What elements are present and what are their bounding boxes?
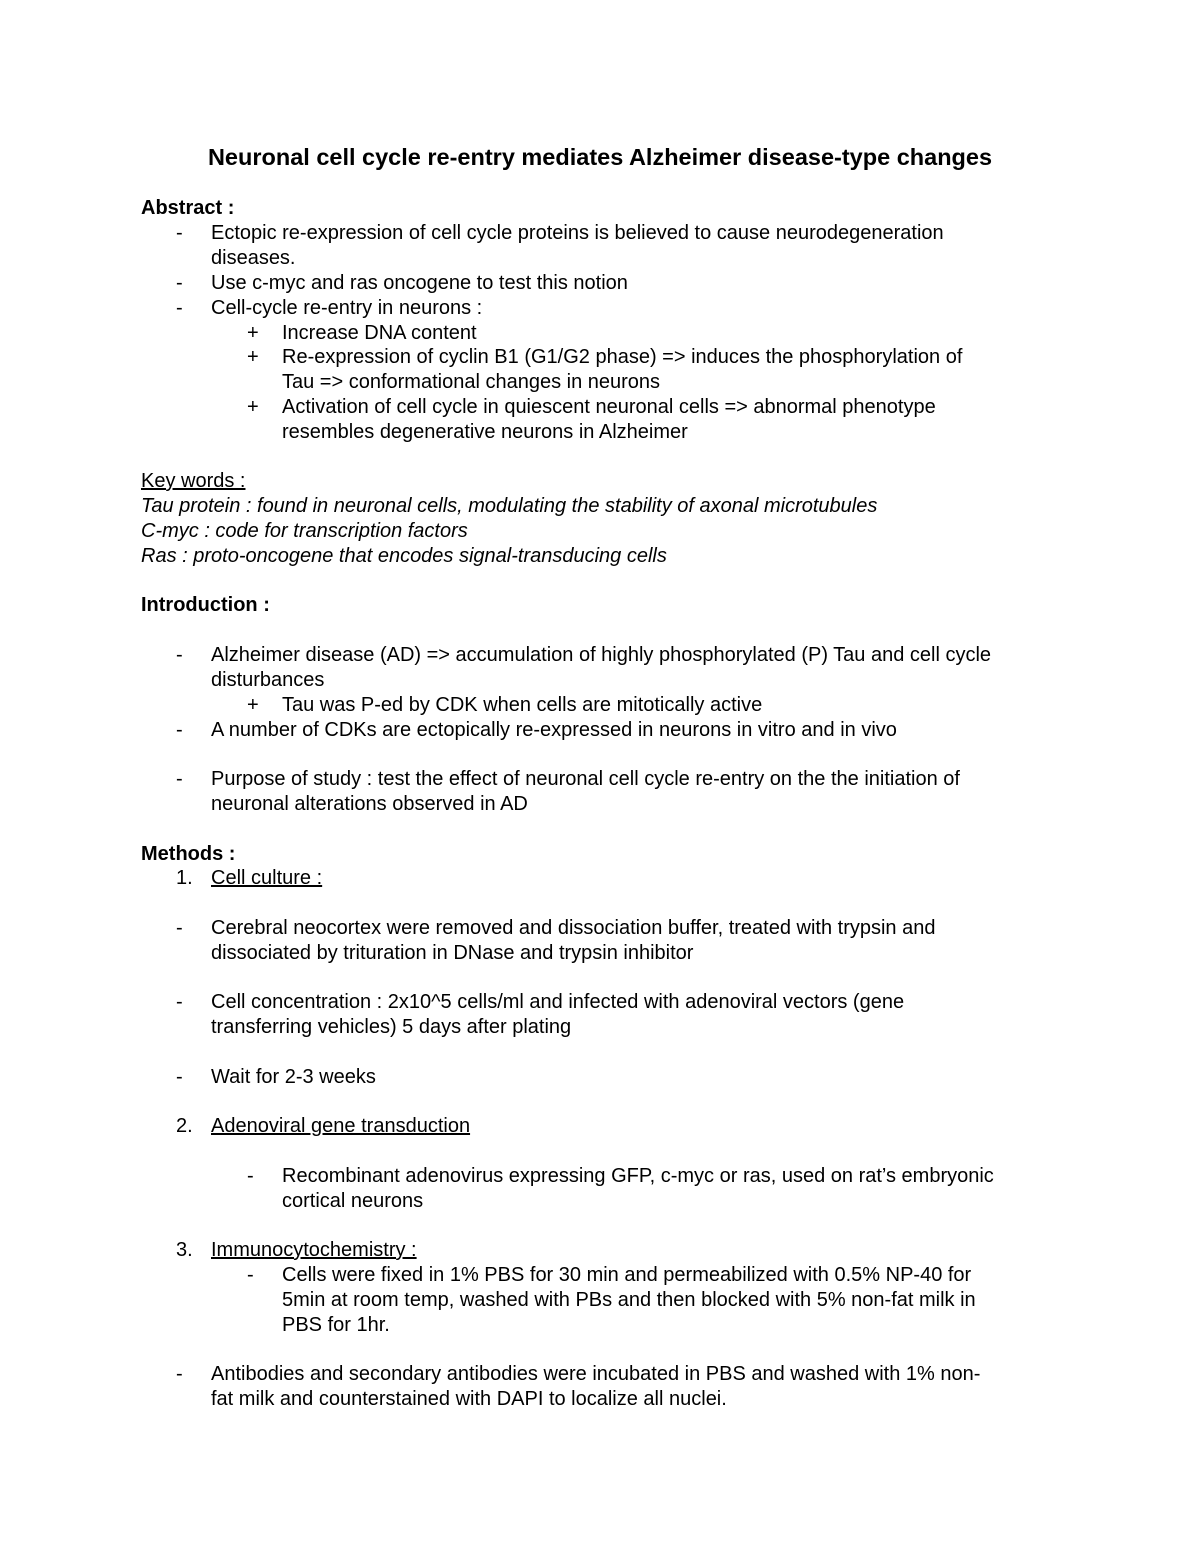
- number-marker: 2.: [176, 1115, 193, 1137]
- abstract-bullet-1-line-1: Ectopic re-expression of cell cycle proteins is believed to cause neurodegeneration: [211, 222, 944, 244]
- intro-bullet-3-line-1: Purpose of study : test the effect of neuronal cell cycle re-entry on the the initiation of: [211, 768, 960, 790]
- methods-culture-bullet-3: Wait for 2-3 weeks: [211, 1066, 376, 1088]
- bullet-dash: -: [247, 1264, 254, 1286]
- methods-antibody-bullet-line-1: Antibodies and secondary antibodies were incubated in PBS and washed with 1% non-: [211, 1363, 981, 1385]
- keyword-c-myc: C-myc : code for transcription factors: [141, 520, 468, 542]
- keyword-ras: Ras : proto-oncogene that encodes signal-transducing cells: [141, 545, 667, 567]
- document-title: Neuronal cell cycle re-entry mediates Alzheimer disease-type changes: [207, 144, 993, 170]
- bullet-dash: -: [176, 272, 183, 294]
- methods-adenoviral-bullet-line-1: Recombinant adenovirus expressing GFP, c-myc or ras, used on rat’s embryonic: [282, 1165, 994, 1187]
- bullet-dash: -: [176, 297, 183, 319]
- bullet-plus: +: [247, 396, 259, 418]
- abstract-sub-bullet-1: Increase DNA content: [282, 322, 477, 344]
- methods-heading: Methods :: [141, 843, 236, 865]
- abstract-sub-bullet-3-line-1: Activation of cell cycle in quiescent neuronal cells => abnormal phenotype: [282, 396, 936, 418]
- abstract-heading: Abstract :: [141, 197, 235, 219]
- bullet-dash: -: [176, 768, 183, 790]
- bullet-dash: -: [176, 719, 183, 741]
- methods-immuno-heading: Immunocytochemistry :: [211, 1239, 417, 1261]
- bullet-dash: -: [247, 1165, 254, 1187]
- abstract-sub-bullet-2-line-1: Re-expression of cyclin B1 (G1/G2 phase) => induces the phosphorylation of: [282, 346, 963, 368]
- number-marker: 1.: [176, 867, 193, 889]
- keywords-heading: Key words :: [141, 470, 246, 492]
- bullet-dash: -: [176, 1363, 183, 1385]
- bullet-plus: +: [247, 322, 259, 344]
- methods-culture-bullet-1-line-1: Cerebral neocortex were removed and dissociation buffer, treated with trypsin and: [211, 917, 936, 939]
- methods-culture-bullet-2-line-1: Cell concentration : 2x10^5 cells/ml and infected with adenoviral vectors (gene: [211, 991, 905, 1013]
- number-marker: 3.: [176, 1239, 193, 1261]
- intro-sub-bullet-1: Tau was P-ed by CDK when cells are mitotically active: [282, 694, 763, 716]
- methods-immuno-bullet-line-1: Cells were fixed in 1% PBS for 30 min and permeabilized with 0.5% NP-40 for: [282, 1264, 972, 1286]
- bullet-dash: -: [176, 644, 183, 666]
- bullet-plus: +: [247, 346, 259, 368]
- abstract-bullet-3: Cell-cycle re-entry in neurons :: [211, 297, 483, 319]
- methods-cell-culture-heading: Cell culture :: [211, 867, 323, 889]
- bullet-dash: -: [176, 1066, 183, 1088]
- intro-bullet-2: A number of CDKs are ectopically re-expressed in neurons in vitro and in vivo: [211, 719, 897, 741]
- abstract-sub-bullet-2-line-2: Tau => conformational changes in neurons: [282, 371, 661, 393]
- methods-culture-bullet-2-line-2: transferring vehicles) 5 days after plating: [211, 1016, 572, 1038]
- keyword-tau: Tau protein : found in neuronal cells, modulating the stability of axonal microtubules: [141, 495, 878, 517]
- intro-bullet-3-line-2: neuronal alterations observed in AD: [211, 793, 528, 815]
- bullet-dash: -: [176, 991, 183, 1013]
- bullet-dash: -: [176, 917, 183, 939]
- methods-adenoviral-heading: Adenoviral gene transduction: [211, 1115, 471, 1137]
- introduction-heading: Introduction :: [141, 594, 270, 616]
- abstract-sub-bullet-3-line-2: resembles degenerative neurons in Alzheimer: [282, 421, 688, 443]
- bullet-dash: -: [176, 222, 183, 244]
- bullet-plus: +: [247, 694, 259, 716]
- abstract-bullet-2: Use c-myc and ras oncogene to test this notion: [211, 272, 628, 294]
- intro-bullet-1-line-2: disturbances: [211, 669, 325, 691]
- intro-bullet-1-line-1: Alzheimer disease (AD) => accumulation of highly phosphorylated (P) Tau and cell cycle: [211, 644, 992, 666]
- methods-immuno-bullet-line-3: PBS for 1hr.: [282, 1314, 390, 1336]
- methods-immuno-bullet-line-2: 5min at room temp, washed with PBs and then blocked with 5% non-fat milk in: [282, 1289, 976, 1311]
- methods-culture-bullet-1-line-2: dissociated by trituration in DNase and trypsin inhibitor: [211, 942, 694, 964]
- abstract-bullet-1-line-2: diseases.: [211, 247, 296, 269]
- methods-adenoviral-bullet-line-2: cortical neurons: [282, 1190, 424, 1212]
- methods-antibody-bullet-line-2: fat milk and counterstained with DAPI to localize all nuclei.: [211, 1388, 727, 1410]
